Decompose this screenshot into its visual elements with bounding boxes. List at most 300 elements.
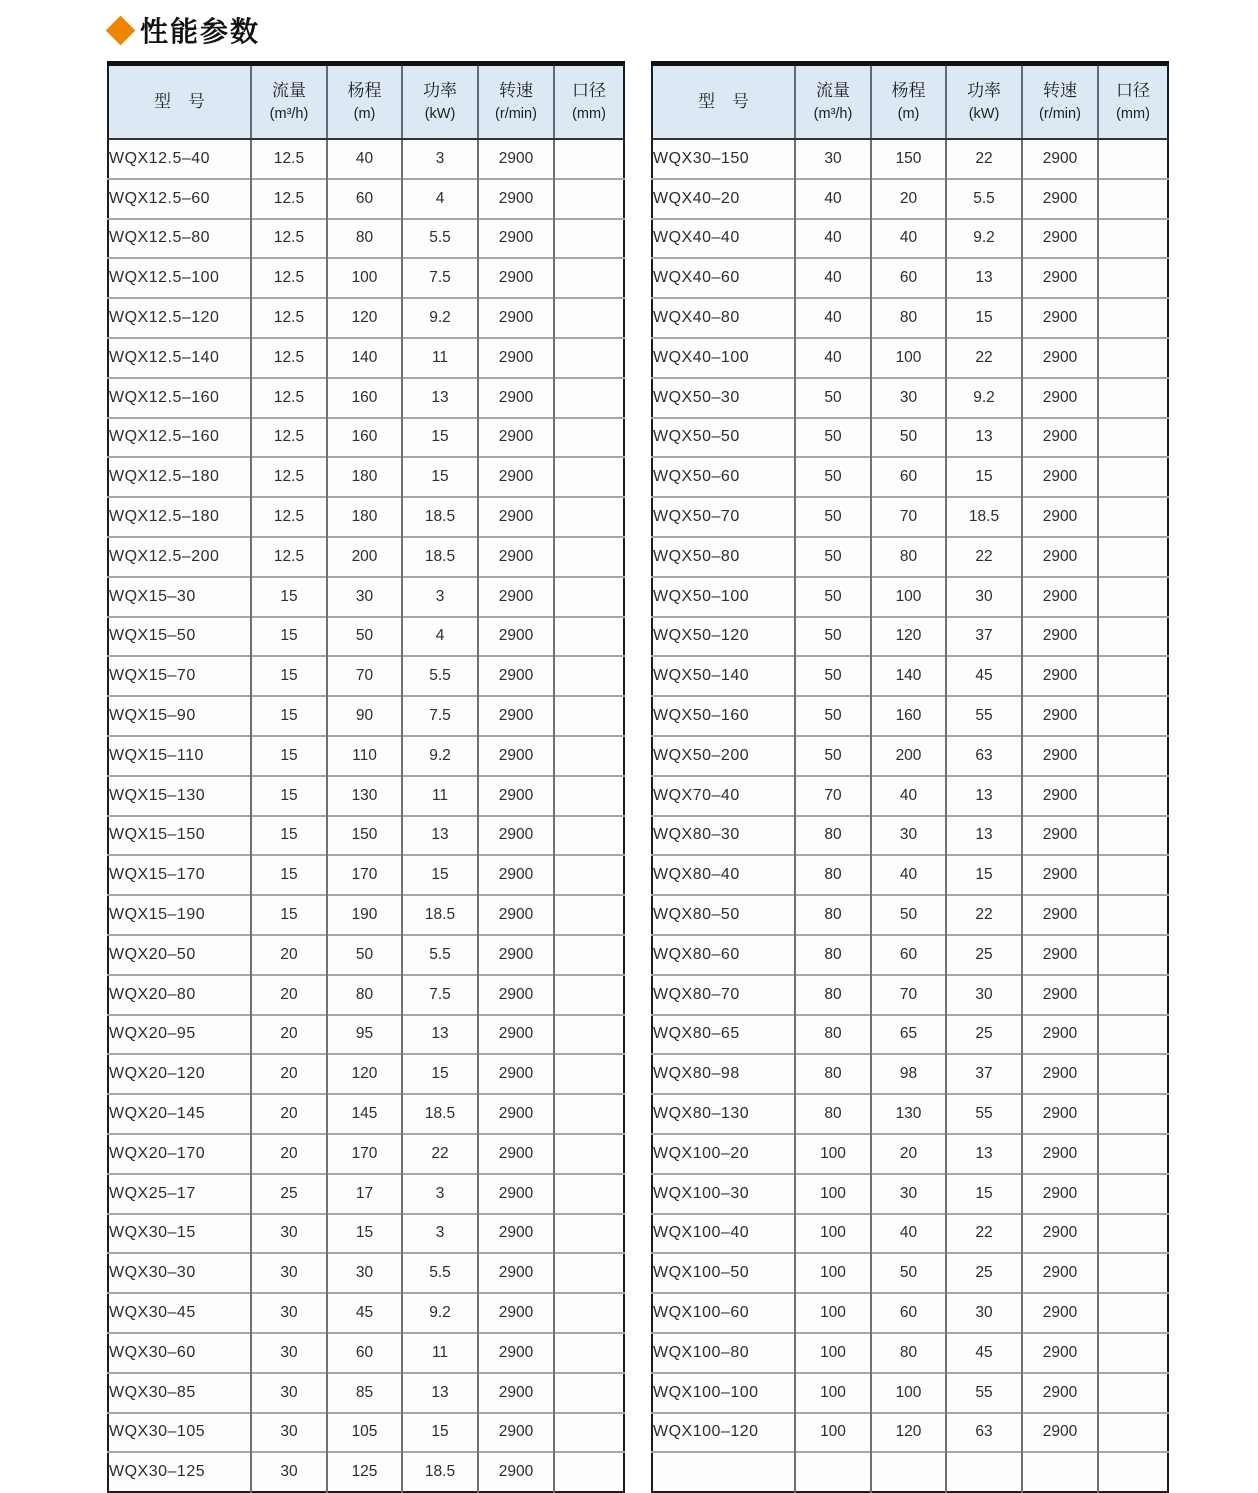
- cell-value: 2900: [1022, 418, 1098, 458]
- cell-model: WQX50–50: [652, 418, 795, 458]
- cell-value: 20: [251, 1134, 327, 1174]
- cell-value: 105: [327, 1413, 402, 1453]
- cell-value: [554, 1253, 624, 1293]
- cell-model: WQX12.5–60: [108, 179, 251, 219]
- cell-value: 2900: [1022, 497, 1098, 537]
- cell-value: 15: [251, 895, 327, 935]
- cell-value: [1098, 696, 1168, 736]
- cell-value: 12.5: [251, 338, 327, 378]
- table-row: [652, 457, 1168, 497]
- cell-model: WQX70–40: [652, 776, 795, 816]
- cell-value: 12.5: [251, 537, 327, 577]
- cell-value: 70: [871, 975, 946, 1015]
- cell-value: 50: [795, 577, 871, 617]
- cell-value: 12.5: [251, 179, 327, 219]
- cell-value: [554, 1293, 624, 1333]
- cell-value: [1098, 1253, 1168, 1293]
- cell-value: 50: [795, 537, 871, 577]
- cell-value: 15: [327, 1214, 402, 1254]
- cell-value: 11: [402, 338, 478, 378]
- cell-model: WQX12.5–180: [108, 497, 251, 537]
- cell-value: 9.2: [402, 736, 478, 776]
- cell-value: 70: [327, 656, 402, 696]
- column-unit: (m³/h): [269, 106, 309, 123]
- column-label: 杨程: [891, 80, 926, 100]
- cell-value: 2900: [478, 975, 554, 1015]
- cell-value: 63: [946, 736, 1022, 776]
- cell-model: WQX15–150: [108, 816, 251, 856]
- column-label: 功率: [967, 80, 1001, 100]
- cell-value: 15: [946, 1174, 1022, 1214]
- table-row: [108, 816, 624, 856]
- cell-value: 200: [871, 736, 946, 776]
- cell-value: 40: [871, 1214, 946, 1254]
- cell-value: 50: [795, 656, 871, 696]
- cell-value: 50: [327, 617, 402, 657]
- cell-value: [1098, 895, 1168, 935]
- page-title: 性能参数: [140, 16, 261, 47]
- table-row: [108, 1134, 624, 1174]
- cell-value: 40: [871, 219, 946, 259]
- cell-value: 2900: [1022, 656, 1098, 696]
- cell-value: 80: [795, 895, 871, 935]
- cell-model: WQX30–45: [108, 1293, 251, 1333]
- cell-model: WQX25–17: [108, 1174, 251, 1214]
- cell-value: 2900: [478, 1293, 554, 1333]
- column-unit: (mm): [572, 106, 606, 123]
- cell-value: [554, 656, 624, 696]
- cell-value: [1098, 497, 1168, 537]
- cell-value: 2900: [478, 1054, 554, 1094]
- cell-value: 2900: [1022, 935, 1098, 975]
- cell-value: [554, 855, 624, 895]
- cell-model: WQX40–60: [652, 258, 795, 298]
- cell-value: [1098, 816, 1168, 856]
- column-header-4: [478, 64, 554, 140]
- cell-value: 22: [946, 338, 1022, 378]
- cell-model: WQX12.5–200: [108, 537, 251, 577]
- cell-value: 160: [327, 418, 402, 458]
- column-label: 流量: [272, 80, 306, 100]
- cell-value: [1098, 935, 1168, 975]
- cell-value: 2900: [1022, 1094, 1098, 1134]
- cell-value: [554, 1015, 624, 1055]
- table-row: [108, 736, 624, 776]
- cell-value: 50: [795, 378, 871, 418]
- cell-value: [554, 1174, 624, 1214]
- table-row: [108, 1253, 624, 1293]
- table-row: [108, 497, 624, 537]
- cell-value: 12.5: [251, 418, 327, 458]
- table-row: [108, 696, 624, 736]
- cell-value: 11: [402, 1333, 478, 1373]
- table-row: [108, 617, 624, 657]
- cell-value: 2900: [478, 1015, 554, 1055]
- cell-model: WQX100–40: [652, 1214, 795, 1254]
- table-row: [652, 656, 1168, 696]
- column-label: 型 号: [154, 91, 205, 111]
- table-row: [652, 1094, 1168, 1134]
- cell-model: WQX80–98: [652, 1054, 795, 1094]
- cell-value: 2900: [1022, 139, 1098, 179]
- cell-value: 50: [871, 895, 946, 935]
- table-row: [108, 1452, 624, 1492]
- header-row: [652, 64, 1168, 140]
- cell-value: 15: [402, 418, 478, 458]
- cell-value: 12.5: [251, 219, 327, 259]
- cell-value: [1098, 736, 1168, 776]
- cell-value: 2900: [1022, 1373, 1098, 1413]
- cell-value: 9.2: [946, 219, 1022, 259]
- cell-value: 60: [871, 935, 946, 975]
- cell-value: 3: [402, 139, 478, 179]
- cell-value: 30: [251, 1333, 327, 1373]
- table-row: [652, 1293, 1168, 1333]
- cell-model: WQX100–50: [652, 1253, 795, 1293]
- cell-value: 2900: [1022, 338, 1098, 378]
- table-row: [108, 298, 624, 338]
- cell-value: 9.2: [402, 298, 478, 338]
- table-row: [652, 378, 1168, 418]
- cell-value: 25: [946, 935, 1022, 975]
- cell-value: [554, 696, 624, 736]
- cell-value: 100: [795, 1333, 871, 1373]
- cell-model: WQX100–20: [652, 1134, 795, 1174]
- cell-value: [1098, 1333, 1168, 1373]
- column-unit: (kW): [968, 106, 1000, 123]
- cell-model: WQX80–60: [652, 935, 795, 975]
- cell-model: WQX100–30: [652, 1174, 795, 1214]
- cell-model: WQX50–80: [652, 537, 795, 577]
- cell-value: 98: [871, 1054, 946, 1094]
- cell-value: 5.5: [402, 935, 478, 975]
- cell-value: 45: [946, 1333, 1022, 1373]
- cell-value: [554, 298, 624, 338]
- cell-value: [1098, 855, 1168, 895]
- cell-value: 40: [795, 258, 871, 298]
- cell-value: 30: [251, 1452, 327, 1492]
- cell-model: WQX15–130: [108, 776, 251, 816]
- cell-value: 7.5: [402, 258, 478, 298]
- cell-value: 2900: [1022, 457, 1098, 497]
- cell-model: WQX12.5–160: [108, 378, 251, 418]
- cell-value: 2900: [1022, 1015, 1098, 1055]
- cell-value: 20: [251, 1094, 327, 1134]
- cell-value: [1098, 298, 1168, 338]
- cell-value: 18.5: [402, 537, 478, 577]
- cell-value: 180: [327, 457, 402, 497]
- cell-model: WQX100–80: [652, 1333, 795, 1373]
- cell-value: [1098, 617, 1168, 657]
- cell-value: 2900: [1022, 1054, 1098, 1094]
- cell-value: 50: [795, 497, 871, 537]
- cell-value: 25: [946, 1015, 1022, 1055]
- cell-value: [1098, 1054, 1168, 1094]
- cell-value: [554, 1333, 624, 1373]
- cell-value: 160: [871, 696, 946, 736]
- cell-value: 55: [946, 1094, 1022, 1134]
- cell-value: 2900: [1022, 855, 1098, 895]
- cell-value: 13: [946, 776, 1022, 816]
- column-header-3: [946, 64, 1022, 140]
- cell-value: [1098, 577, 1168, 617]
- column-unit: (mm): [1116, 106, 1150, 123]
- cell-model: WQX80–40: [652, 855, 795, 895]
- cell-value: 2900: [478, 298, 554, 338]
- cell-value: 22: [946, 139, 1022, 179]
- table-row: [652, 1214, 1168, 1254]
- cell-model: WQX12.5–40: [109, 149, 211, 167]
- cell-model: WQX12.5–100: [108, 258, 251, 298]
- cell-model: WQX30–30: [108, 1253, 251, 1293]
- cell-value: [1098, 457, 1168, 497]
- cell-model: WQX80–30: [652, 816, 795, 856]
- table-row: [652, 1054, 1168, 1094]
- cell-value: 13: [402, 816, 478, 856]
- cell-model: WQX50–120: [652, 617, 795, 657]
- cell-value: 2900: [1022, 577, 1098, 617]
- cell-value: 17: [327, 1174, 402, 1214]
- cell-value: 15: [251, 736, 327, 776]
- cell-value: 45: [327, 1293, 402, 1333]
- cell-value: [1098, 1373, 1168, 1413]
- cell-value: 2900: [478, 1174, 554, 1214]
- cell-value: 40: [327, 139, 402, 179]
- table-row: [108, 139, 624, 179]
- cell-value: [554, 617, 624, 657]
- table-row: [108, 179, 624, 219]
- table-row: [652, 258, 1168, 298]
- cell-value: 20: [251, 1054, 327, 1094]
- cell-value: [554, 1134, 624, 1174]
- cell-value: 110: [327, 736, 402, 776]
- cell-value: 80: [795, 855, 871, 895]
- cell-value: 12.5: [251, 298, 327, 338]
- table-row: [108, 855, 624, 895]
- cell-value: 30: [251, 1293, 327, 1333]
- cell-value: 2900: [478, 457, 554, 497]
- cell-value: 12.5: [251, 497, 327, 537]
- cell-value: [1098, 656, 1168, 696]
- cell-value: 100: [795, 1413, 871, 1453]
- cell-value: 5.5: [402, 219, 478, 259]
- cell-value: [554, 1214, 624, 1254]
- cell-model: WQX15–50: [108, 617, 251, 657]
- cell-value: 95: [327, 1015, 402, 1055]
- cell-model: WQX30–125: [108, 1452, 251, 1492]
- cell-value: [554, 1054, 624, 1094]
- cell-model: WQX20–95: [108, 1015, 251, 1055]
- cell-model: WQX12.5–80: [108, 219, 251, 259]
- cell-value: 9.2: [946, 378, 1022, 418]
- cell-value: [554, 1413, 624, 1453]
- cell-value: 190: [327, 895, 402, 935]
- cell-value: 80: [795, 975, 871, 1015]
- cell-model: WQX40–80: [652, 298, 795, 338]
- cell-value: 2900: [478, 378, 554, 418]
- cell-value: 2900: [1022, 219, 1098, 259]
- table-row: [108, 537, 624, 577]
- column-unit: (r/min): [495, 106, 537, 123]
- cell-model: WQX12.5–180: [108, 457, 251, 497]
- cell-value: 80: [871, 537, 946, 577]
- cell-value: 13: [402, 378, 478, 418]
- cell-value: 25: [251, 1174, 327, 1214]
- cell-value: 18.5: [402, 1452, 478, 1492]
- table-row: [652, 298, 1168, 338]
- cell-value: 2900: [1022, 736, 1098, 776]
- cell-model: WQX50–200: [652, 736, 795, 776]
- cell-value: [554, 378, 624, 418]
- column-unit: (m): [353, 106, 376, 123]
- cell-value: [1098, 1293, 1168, 1333]
- cell-model: WQX15–30: [108, 577, 251, 617]
- cell-value: 30: [946, 1293, 1022, 1333]
- column-label: 流量: [816, 80, 850, 100]
- cell-value: 100: [795, 1134, 871, 1174]
- table-row: [652, 418, 1168, 458]
- cell-value: 15: [251, 696, 327, 736]
- cell-value: [554, 537, 624, 577]
- cell-value: 130: [871, 1094, 946, 1134]
- cell-value: 130: [327, 776, 402, 816]
- cell-value: 30: [871, 816, 946, 856]
- cell-value: 2900: [1022, 1253, 1098, 1293]
- table-row: [108, 1373, 624, 1413]
- cell-model: WQX30–15: [108, 1214, 251, 1254]
- cell-value: 20: [251, 1015, 327, 1055]
- cell-value: 2900: [1022, 537, 1098, 577]
- cell-value: 2900: [478, 696, 554, 736]
- cell-value: 2900: [478, 497, 554, 537]
- table-row: [108, 776, 624, 816]
- cell-value: 2900: [478, 179, 554, 219]
- cell-value: 2900: [478, 656, 554, 696]
- cell-value: 22: [402, 1134, 478, 1174]
- cell-model: WQX50–160: [652, 696, 795, 736]
- cell-value: 13: [402, 1015, 478, 1055]
- cell-value: 40: [871, 855, 946, 895]
- table-row: [652, 139, 1168, 179]
- cell-value: 50: [795, 696, 871, 736]
- cell-value: [1098, 776, 1168, 816]
- cell-model: [652, 1452, 795, 1492]
- cell-value: 40: [795, 298, 871, 338]
- cell-model: WQX50–70: [652, 497, 795, 537]
- cell-model: WQX20–80: [108, 975, 251, 1015]
- cell-model: WQX20–145: [108, 1094, 251, 1134]
- cell-model: WQX15–70: [108, 656, 251, 696]
- column-header-5: [1098, 64, 1168, 140]
- cell-model: WQX20–120: [108, 1054, 251, 1094]
- cell-value: 4: [402, 617, 478, 657]
- cell-value: 7.5: [402, 696, 478, 736]
- cell-value: [1098, 179, 1168, 219]
- cell-value: 100: [871, 577, 946, 617]
- table-row: [652, 776, 1168, 816]
- cell-value: 30: [251, 1214, 327, 1254]
- cell-value: 70: [795, 776, 871, 816]
- column-header-1: [795, 64, 871, 140]
- cell-value: 2900: [478, 537, 554, 577]
- cell-value: 13: [946, 816, 1022, 856]
- cell-value: 2900: [1022, 1134, 1098, 1174]
- cell-value: 63: [946, 1413, 1022, 1453]
- cell-model: WQX30–105: [108, 1413, 251, 1453]
- cell-value: 140: [327, 338, 402, 378]
- column-label: 口径: [1116, 80, 1150, 100]
- cell-value: 15: [402, 457, 478, 497]
- column-header-3: [402, 64, 478, 140]
- cell-value: 60: [871, 258, 946, 298]
- cell-value: 180: [327, 497, 402, 537]
- cell-value: 3: [402, 1174, 478, 1214]
- cell-value: 40: [871, 776, 946, 816]
- cell-value: 37: [946, 617, 1022, 657]
- cell-value: [1098, 1214, 1168, 1254]
- cell-value: [554, 338, 624, 378]
- table-row: [108, 219, 624, 259]
- cell-value: 11: [402, 776, 478, 816]
- cell-value: 50: [795, 736, 871, 776]
- performance-table-right-wrap: [651, 61, 1169, 1493]
- cell-value: 160: [327, 378, 402, 418]
- cell-value: 15: [251, 617, 327, 657]
- cell-value: [554, 935, 624, 975]
- cell-value: 20: [871, 1134, 946, 1174]
- column-unit: (kW): [424, 106, 456, 123]
- cell-value: [554, 1094, 624, 1134]
- cell-value: 12.5: [251, 258, 327, 298]
- cell-model: WQX15–170: [108, 855, 251, 895]
- cell-value: [554, 1452, 624, 1492]
- cell-value: 80: [795, 1094, 871, 1134]
- cell-value: 40: [795, 219, 871, 259]
- cell-value: [554, 497, 624, 537]
- table-row: [652, 1134, 1168, 1174]
- cell-model: WQX12.5–120: [108, 298, 251, 338]
- cell-value: [1098, 338, 1168, 378]
- cell-model: WQX30–60: [108, 1333, 251, 1373]
- cell-value: 15: [402, 1413, 478, 1453]
- column-unit: (r/min): [1039, 106, 1081, 123]
- cell-model: WQX40–20: [652, 179, 795, 219]
- cell-value: 80: [795, 1054, 871, 1094]
- cell-value: 80: [795, 816, 871, 856]
- cell-value: 18.5: [946, 497, 1022, 537]
- cell-value: 2900: [478, 1452, 554, 1492]
- cell-model: WQX50–60: [652, 457, 795, 497]
- cell-value: 2900: [1022, 298, 1098, 338]
- cell-model: WQX100–100: [652, 1373, 795, 1413]
- table-row: [652, 1253, 1168, 1293]
- cell-value: 2900: [478, 219, 554, 259]
- cell-value: 20: [251, 975, 327, 1015]
- cell-value: 120: [327, 1054, 402, 1094]
- cell-value: 2900: [1022, 179, 1098, 219]
- cell-value: 60: [871, 457, 946, 497]
- performance-table-right: [651, 61, 1169, 1493]
- cell-value: 125: [327, 1452, 402, 1492]
- column-header-4: [1022, 64, 1098, 140]
- cell-value: 50: [795, 418, 871, 458]
- cell-value: 150: [871, 139, 946, 179]
- cell-value: 100: [327, 258, 402, 298]
- section-title: [108, 8, 260, 52]
- cell-value: 80: [327, 219, 402, 259]
- cell-value: 2900: [1022, 1174, 1098, 1214]
- cell-value: 2900: [478, 1253, 554, 1293]
